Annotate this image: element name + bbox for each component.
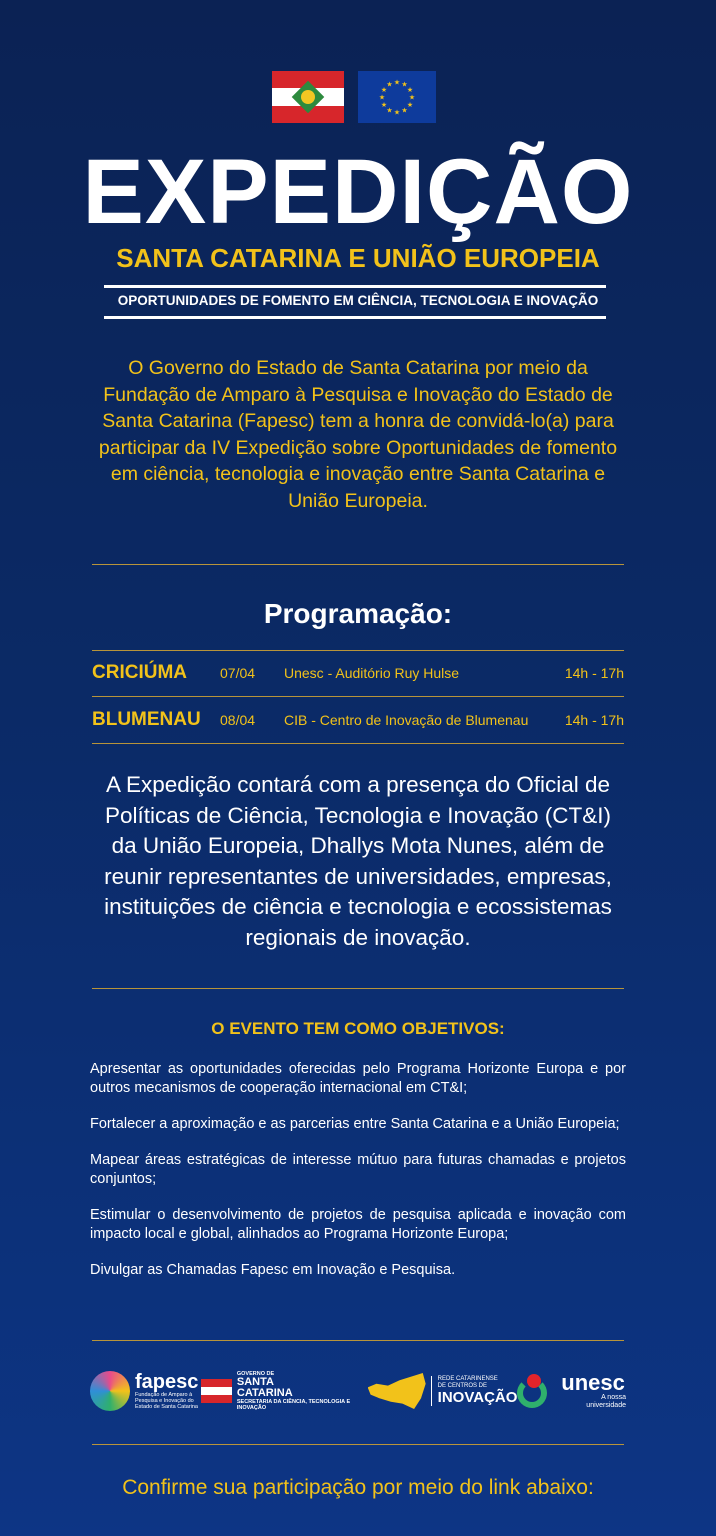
rede-name: INOVAÇÃO	[437, 1389, 518, 1406]
intro-paragraph: O Governo do Estado de Santa Catarina por meio da Fundação de Amparo à Pesquisa e Inovação do Estado de Santa Catarina (Fapesc) tem a honra de convidá-lo(a) para participar da IV Expedição sobre Oportunidades de fomento em ciência, tecnologia e inovação entre Santa Catarina e União Europeia.	[98, 357, 618, 512]
unesc-logo	[517, 1372, 626, 1410]
page-subtitle: SANTA CATARINA E UNIÃO EUROPEIA	[116, 243, 600, 273]
unesc-tagline: A nossa universidade	[586, 1394, 626, 1409]
schedule-city: CRICIÚMA	[92, 662, 187, 683]
rede-inovacao-logo	[368, 1373, 518, 1409]
divider	[92, 1340, 624, 1341]
gov-secretariat: SECRETARIA DA CIÊNCIA, TECNOLOGIA E INOVAÇÃO	[236, 1399, 351, 1411]
tagline: OPORTUNIDADES DE FOMENTO EM CIÊNCIA, TECNOLOGIA E INOVAÇÃO	[117, 293, 599, 308]
svg-text:★: ★	[380, 87, 388, 94]
divider	[92, 564, 624, 565]
gov-name: CATARINA	[236, 1387, 293, 1399]
objective-item: Apresentar as oportunidades oferecidas pelo Programa Horizonte Europa e por outros mecanismos de cooperação internacional em CT&I;	[90, 1061, 626, 1096]
gov-label: GOVERNO DE	[236, 1371, 275, 1377]
partner-logos	[90, 1368, 626, 1414]
fapesc-subtitle: Fundação de Amparo à Pesquisa e Inovação do Estado de Santa Catarina	[135, 1392, 198, 1410]
svg-text:★: ★	[401, 107, 408, 115]
european-union-flag-icon	[358, 71, 436, 123]
svg-text:★: ★	[386, 107, 393, 115]
schedule-place: CIB - Centro de Inovação de Blumenau	[284, 712, 529, 728]
gov-name: SANTA	[236, 1376, 274, 1388]
svg-text:★: ★	[393, 109, 401, 117]
santa-catarina-flag-icon	[272, 71, 344, 123]
divider	[104, 285, 606, 288]
schedule-date: 08/04	[220, 712, 256, 728]
objective-item: Fortalecer a aproximação e as parcerias entre Santa Catarina e a União Europeia;	[90, 1116, 620, 1132]
schedule-row	[92, 697, 624, 743]
schedule-row	[92, 650, 624, 696]
svg-text:★: ★	[393, 79, 401, 87]
flags	[272, 71, 436, 123]
objective-item: Estimular o desenvolvimento de projetos de pesquisa aplicada e inovação com impacto local e global, alinhados ao Programa Horizonte Europa;	[90, 1207, 626, 1242]
objectives-list	[90, 1060, 626, 1297]
svg-text:★: ★	[401, 81, 408, 89]
rede-label: DE CENTROS DE	[437, 1383, 488, 1389]
svg-text:★: ★	[406, 102, 414, 109]
confirm-text: Confirme sua participação por meio do link abaixo:	[122, 1476, 594, 1499]
schedule-time: 14h - 17h	[564, 712, 624, 728]
svg-text:★: ★	[408, 94, 416, 102]
divider	[92, 743, 624, 744]
state-map-icon	[368, 1373, 426, 1409]
svg-text:★: ★	[386, 81, 393, 89]
presence-paragraph: A Expedição contará com a presença do Oficial de Políticas de Ciência, Tecnologia e Inovação (CT&I) da União Europeia, Dhallys Mota Nunes, além de reunir representantes de universidades, empresas, instituições de ciência e tecnologia e ecossistemas regionais de inovação.	[104, 772, 612, 950]
schedule-time: 14h - 17h	[564, 665, 624, 681]
objectives-title: O EVENTO TEM COMO OBJETIVOS:	[211, 1019, 505, 1038]
objective-item: Divulgar as Chamadas Fapesc em Inovação e Pesquisa.	[90, 1262, 456, 1278]
svg-text:★: ★	[378, 94, 386, 102]
objective-item: Mapear áreas estratégicas de interesse mútuo para futuras chamadas e projetos conjuntos;	[90, 1152, 626, 1187]
divider	[92, 1444, 624, 1445]
svg-text:★: ★	[380, 102, 388, 109]
santa-catarina-flag-icon	[201, 1379, 232, 1403]
divider	[92, 988, 624, 989]
schedule-date: 07/04	[220, 665, 256, 681]
page-title: EXPEDIÇÃO	[82, 141, 634, 243]
schedule-place: Unesc - Auditório Ruy Hulse	[284, 665, 460, 681]
divider	[104, 316, 606, 319]
brain-icon	[90, 1371, 130, 1411]
unesc-icon	[517, 1374, 556, 1408]
schedule-city: BLUMENAU	[92, 709, 201, 730]
fapesc-logo	[90, 1371, 201, 1411]
svg-text:★: ★	[406, 87, 414, 94]
unesc-name: unesc	[561, 1370, 625, 1395]
program-title: Programação:	[263, 598, 453, 629]
government-logo	[201, 1371, 368, 1411]
rede-label: REDE CATARINENSE	[437, 1376, 498, 1382]
fapesc-name: fapesc	[135, 1371, 199, 1393]
